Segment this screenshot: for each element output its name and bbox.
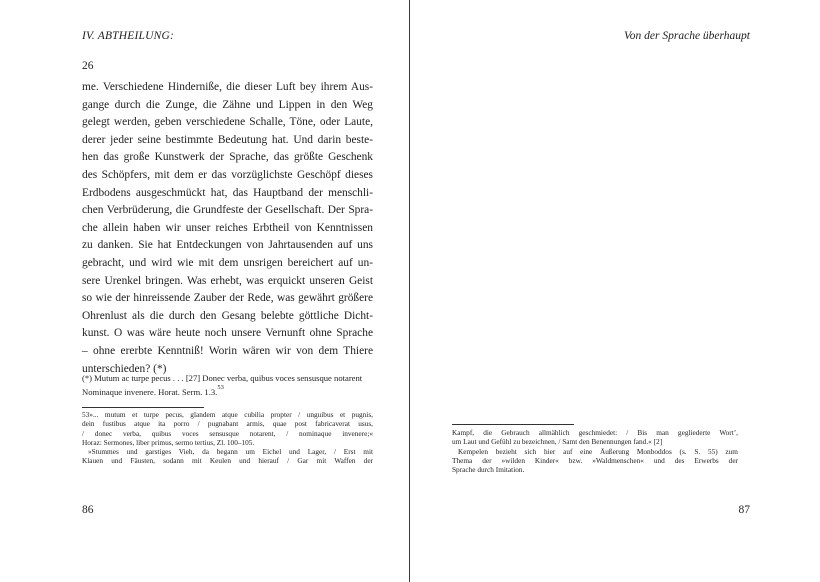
body-line: hen das große Kunstwerk der Sprache, das größte Geschenk	[82, 151, 373, 164]
page-number-right: 87	[738, 504, 750, 516]
body-line: chen Verbrüderung, die Grundfeste der Gesellschaft. Der Spra-	[82, 204, 373, 217]
footnote-line: Kampf, die Gebrauch allmählich geschmiedet: / Bis man gegliederte Wort’,	[452, 428, 738, 437]
body-text	[82, 79, 373, 378]
body-line: Erdbodens ausgeschmückt hat, das Hauptband der menschli-	[82, 186, 373, 199]
original-footnote	[82, 372, 373, 399]
footnote-line: / donec verba, quibus voces sensusque notarent, / nominaque invenere;«	[82, 428, 373, 438]
footnote-rule	[82, 407, 204, 408]
editorial-footnote-continued	[452, 428, 738, 474]
footnote-line: Klauen und Fäusten, sodann mit Keulen und hierauf / Gar mit Waffen der	[82, 456, 373, 466]
footnote-line: Kempelen bezieht sich hier auf eine Äußerung Monboddos (s. S. 55) zum	[458, 446, 738, 456]
page-number-left: 86	[82, 504, 94, 516]
body-line: unterschieden? (*)	[82, 362, 167, 375]
running-head-right: Von der Sprache überhaupt	[624, 30, 750, 42]
footnote-line: um Laut und Gefühl zu bezeichnen, / Samt den Benennungen fand.« [2]	[452, 437, 663, 447]
body-line: – ohne ererbte Kenntniß! Worin wären wir von dem Thiere	[82, 344, 373, 357]
body-line: so wie der hinreissende Zauber der Rede, was gewährt größere	[82, 292, 373, 305]
body-line: gebracht, und wird wie mit dem unsrigen bereichert auf un-	[82, 256, 373, 269]
footnote-reference: 53	[217, 383, 224, 391]
original-note-line: (*) Mutum ac turpe pecus . . . [27] Donec verba, quibus voces sensusque notarent	[82, 373, 363, 383]
footnote-line: »Stummes und garstiges Vieh, da begann um Eichel und Lager, / Erst mit	[88, 447, 373, 457]
body-line: sere Urenkel bringen. Was erhebt, was erquickt unseren Geist	[82, 274, 373, 287]
left-page	[0, 0, 409, 582]
original-note-line	[82, 383, 373, 400]
body-line: che allein haben wir unser reiches Erbtheil von Kenntnissen	[82, 221, 373, 234]
body-line: gelegt werden, geben verschiedene Schalle, Töne, oder Laute,	[82, 116, 373, 129]
footnote-line: Thema der »wilden Kinder« bzw. »Waldmenschen« und des Erwerbs der	[452, 455, 738, 465]
editorial-footnote	[82, 410, 373, 466]
body-line: Ohrenlust als die durch den Gesang belebte göttliche Dicht-	[82, 309, 373, 322]
body-line: derer jeder seine bestimmte Bedeutung hat. Und darin beste-	[82, 133, 373, 146]
body-line: kunst. O was wäre heute noch unsere Vernunft ohne Sprache	[82, 327, 373, 340]
footnote-line: dein fustibus atque ita porro / pugnabant armis, quae post fabricaverat usus,	[82, 419, 373, 429]
original-note-text: Nominaque invenere. Horat. Serm. 1.3.	[82, 386, 218, 397]
body-line: me. Verschiedene Hinderniße, die dieser Luft bey ihrem Aus-	[82, 81, 373, 93]
original-page-number: 26	[82, 60, 94, 72]
body-line: des Schöpfers, mit dem er das vorzüglichste Geschöpf dieses	[82, 168, 373, 181]
footnote-line: Horaz: Sermones, liber primus, sermo tertius, Zl. 100–105.	[82, 437, 255, 447]
right-page	[410, 0, 820, 582]
body-line: gange durch die Zunge, die Zähne und Lippen in den Weg	[82, 98, 373, 111]
running-head-left: IV. ABTHEILUNG:	[82, 30, 175, 42]
footnote-rule	[452, 424, 574, 425]
footnote-line: Sprache durch Imitation.	[452, 465, 525, 475]
footnote-line: 53»... mutum et turpe pecus, glandem atque cubilia propter / unguibus et pugnis,	[82, 410, 373, 419]
body-line: zu danken. Sie hat Entdeckungen von Jahrtausenden auf uns	[82, 239, 373, 252]
